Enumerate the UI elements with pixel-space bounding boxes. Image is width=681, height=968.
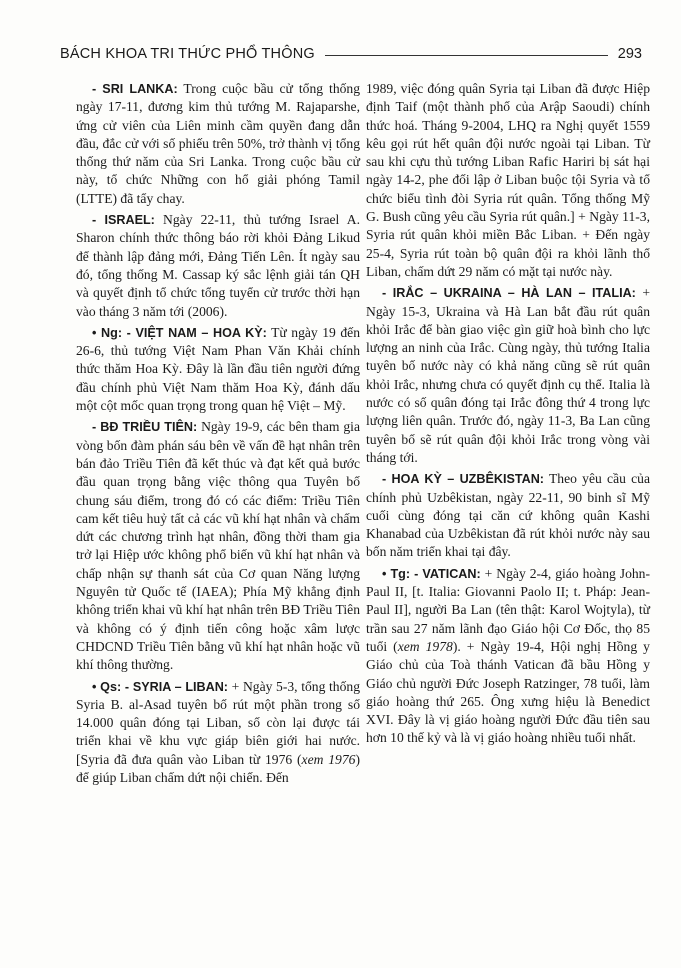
entry-heading: - HOA KỲ – UZBÊKISTAN: bbox=[382, 472, 544, 487]
page-number: 293 bbox=[617, 46, 642, 62]
entry-korea bbox=[76, 418, 360, 674]
entry-text: + Ngày 5-3, tổng thống Syria B. al-Asad tuyên bố rút một phần trong số 14.000 quân đóng tại Liban, số còn lại được tái triển khai về khu vực giáp biên giới hai nước. [Syria đã đưa quân vào Liban từ 1976 ( bbox=[76, 678, 360, 767]
entry-text-cont: ) để giúp Liban chấm dứt nội chiến. Đến bbox=[76, 751, 360, 785]
left-column bbox=[76, 80, 360, 790]
entry-heading: • Ng: - VIỆT NAM – HOA KỲ: bbox=[92, 325, 267, 340]
cross-reference: xem 1978 bbox=[397, 638, 453, 654]
entry-vatican bbox=[366, 565, 650, 748]
entry-text: Từ ngày 19 đến 26-6, thủ tướng Việt Nam Phan Văn Khải chính thức thăm Hoa Kỳ. Đây là lần đầu tiên người đứng đầu chính phủ Việt Nam thăm Hoa Kỳ, đánh dấu một cột mốc quan trọng trong quan hệ Việt – Mỹ. bbox=[76, 324, 360, 414]
book-title: BÁCH KHOA TRI THỨC PHỔ THÔNG bbox=[60, 46, 315, 62]
entry-heading: - BĐ TRIỀU TIÊN: bbox=[92, 420, 198, 435]
entry-heading: • Tg: - VATICAN: bbox=[382, 566, 481, 581]
entry-heading: - SRI LANKA: bbox=[92, 82, 178, 96]
entry-text: 1989, việc đóng quân Syria tại Liban đã được Hiệp định Taif (một thành phố của Arập Saoudi) chính thức hoá. Tháng 9-2004, LHQ ra Nghị quyết 1559 kêu gọi rút hết quân đội nước ngoài tại Liban. Từ sau khi cựu thủ tướng Liban Rafic Hariri bị sát hại ngày 14-2, phe đối lập ở Liban buộc tội Syria và tổ chức biểu tình đòi Syria rút quân. Tổng thống Mỹ G. Bush cũng yêu cầu Syria rút quân.] + Ngày 11-3, Syria rút quân khỏi miền Bắc Liban. + Đến ngày 25-4, Syria rút toàn bộ quân đội ra khỏi lãnh thổ Liban, chấm dứt 29 năm có mặt tại nước này. bbox=[366, 81, 650, 279]
entry-text: + Ngày 2-4, giáo hoàng John-Paul II, [t. Italia: Giovanni Paolo II; t. Pháp: Jean-Paul II], người Ba Lan (tên thật: Karol Wojtyla), từ trần sau 27 năm lãnh đạo Giáo hội Cơ Đốc, thọ 85 tuổi ( bbox=[366, 565, 650, 654]
entry-text: Ngày 22-11, thủ tướng Israel A. Sharon chính thức thông báo rời khỏi Đảng Likud để thành lập đảng mới, Đảng Tiến Lên. Ít ngày sau đó, tổng thống M. Cassap ký sắc lệnh giải tán QH và quyết định tổ chức tổng tuyển cử trước thời hạn vào tháng 3 năm tới (2006). bbox=[76, 212, 360, 319]
entry-usa-uzbekistan bbox=[366, 470, 650, 561]
entry-israel bbox=[76, 211, 360, 321]
cross-reference: xem 1976 bbox=[301, 751, 356, 767]
entry-text: Theo yêu cầu của chính phủ Uzbêkistan, ngày 22-11, 90 binh sĩ Mỹ cuối cùng đóng tại căn cứ không quân Kashi Khanabad của Uzbêkistan đã rút khỏi nước này sau bốn năm triển khai tại đây. bbox=[366, 471, 651, 560]
entry-heading: - IRẮC – UKRAINA – HÀ LAN – ITALIA: bbox=[382, 286, 636, 301]
entry-text: Ngày 19-9, các bên tham gia vòng bốn đàm phán sáu bên về vấn đề hạt nhân trên bán đảo Triều Tiên đã kết thúc và đạt kết quả bước đầu quan trọng bằng việc thông qua Tuyên bố chung sáu điểm, trong đó có các điểm: Triều Tiên cam kết tiêu huỷ tất cả các vũ khí hạt nhân và chấm dứt các chương trình hạt nhân, đồng thời tham gia trở lại Hiệp ước không phổ biến vũ khí hạt nhân và chấp nhận sự thanh sát của Cơ quan Năng lượng Nguyên tử Quốc tế (IAEA); Phía Mỹ khẳng định không triển khai vũ khí hạt nhân trên BĐ Triều Tiên và không có ý định tiến công hoặc xâm lược CHDCND Triều Tiên bằng vũ khí hạt nhân hoặc vũ khí thông thường. bbox=[76, 419, 360, 673]
header-rule bbox=[325, 55, 608, 56]
entry-text-cont: ). + Ngày 19-4, Hội nghị Hồng y Giáo chủ của Toà thánh Vatican đã bầu Hồng y Giáo chủ người Đức Joseph Ratzinger, 78 tuổi, làm giáo hoàng thứ 265. Ông xưng hiệu là Benedict XVI. Đây là vị giáo hoàng người Đức đầu tiên sau hơn 10 thế kỷ và là vị giáo hoàng nhiều tuổi nhất. bbox=[366, 638, 650, 746]
entry-iraq bbox=[366, 284, 650, 467]
entry-sri-lanka bbox=[76, 80, 360, 208]
entry-text: Trong cuộc bầu cử tổng thống ngày 17-11, đương kim thủ tướng M. Rajaparshe, ứng cử viên của Liên minh cầm quyền đang dẫn đầu, đắc cử với số phiếu trên 50%, trở thành vị tổng thống thứ năm của Sri Lanka. Trong cuộc bầu cử này, tổ chức Những con hổ giải phóng Tamil (LTTE) đã tẩy chay. bbox=[76, 81, 361, 206]
entry-heading: • Qs: - SYRIA – LIBAN: bbox=[92, 679, 229, 694]
running-header bbox=[60, 42, 642, 66]
right-column bbox=[366, 80, 650, 751]
entry-vietnam-usa bbox=[76, 324, 360, 415]
entry-syria-continued bbox=[366, 80, 650, 281]
entry-text: + Ngày 15-3, Ukraina và Hà Lan bắt đầu rút quân khỏi Irắc để bàn giao việc gìn giữ hoà bình cho lực lượng an ninh của Irắc. Cùng ngày, thủ tướng Italia tuyên bố nước này có khả năng cũng sẽ rút quân khỏi Irắc, nhưng chưa có quyết định cụ thể. Italia là nước có số quân đóng tại Irắc đông thứ 4 trong lực lượng liên quân. Trước đó, ngày 11-3, Ba Lan cũng tuyên bố sẽ rút quân đội khỏi Irắc trong vòng vài tháng tới. bbox=[366, 285, 650, 465]
entry-syria-lebanon bbox=[76, 678, 360, 788]
entry-heading: - ISRAEL: bbox=[92, 213, 155, 228]
